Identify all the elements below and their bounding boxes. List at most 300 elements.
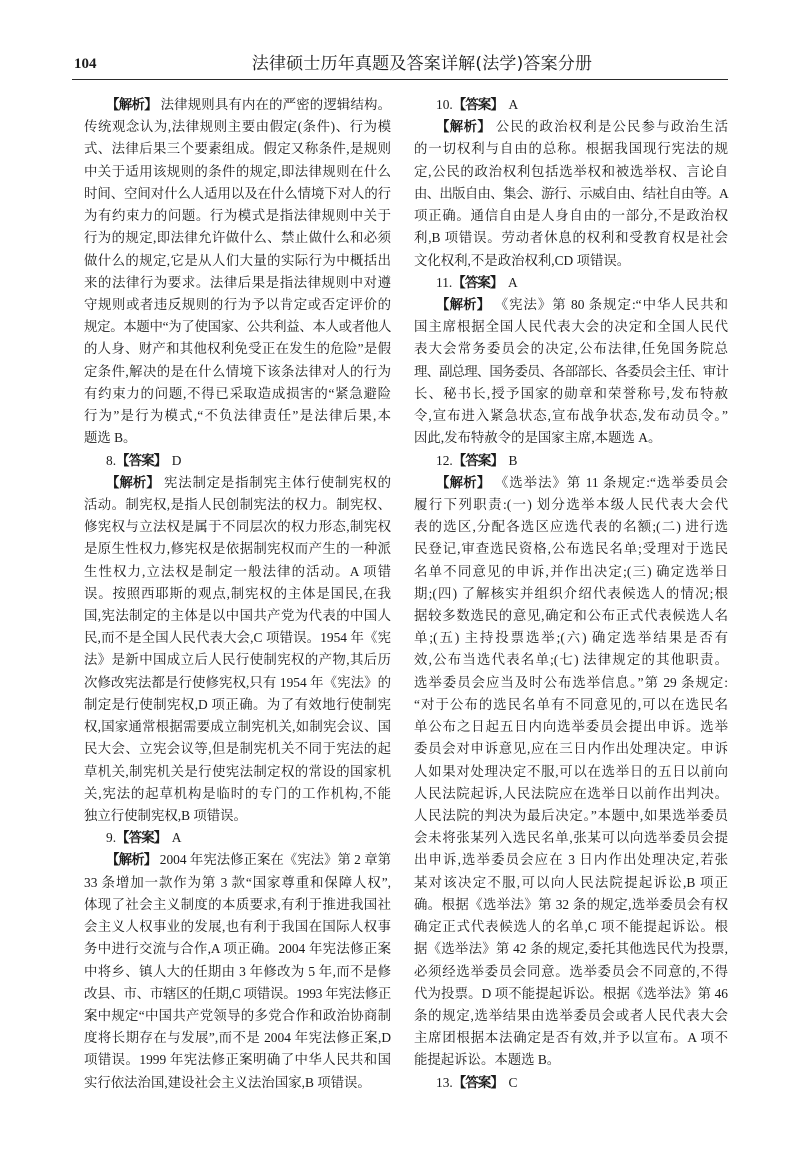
line-content — [414, 364, 728, 379]
line-text: 为有约束力的问题。行为模式是指法律规则中关于 — [84, 208, 391, 224]
text-line — [414, 783, 728, 805]
line-text: 宪法制定是指制宪主体行使制宪权的 — [163, 474, 391, 490]
line-text: 做什么的规定,它是从人们大量的实际行为中概括出 — [84, 252, 391, 268]
line-text: 据较多数选民的意见,确定和公布正式代表候选人名 — [414, 608, 728, 624]
text-line — [414, 183, 728, 205]
line-text: 单公布之日起五日内向选举委员会提出申诉。选举 — [414, 719, 728, 735]
analysis-paragraph — [84, 472, 391, 828]
text-line — [84, 894, 391, 916]
line-text: 据《选举法》第 42 条的规定,委托其他选民代为投票, — [414, 941, 728, 957]
line-text: 独立行使制宪权,B 项错误。 — [84, 808, 247, 823]
line-text: 效,公布当选代表名单;(七) 法律规定的其他职责。 — [414, 652, 728, 668]
text-line — [84, 516, 391, 538]
line-text: 国主席根据全国人民代表大会的决定和全国人民代 — [414, 319, 728, 335]
line-content — [84, 497, 391, 512]
line-content — [84, 786, 391, 801]
line-text: 民,而不是全国人民代表大会,C 项错误。1954 年《宪 — [84, 630, 391, 646]
line-content — [84, 675, 391, 690]
text-line — [106, 94, 391, 116]
line-content — [106, 97, 391, 112]
text-line — [414, 805, 728, 827]
question-number: 10. — [436, 97, 453, 112]
line-text: 定,公民的政治权利包括选举权和被选举权、言论自 — [414, 163, 728, 179]
line-content — [414, 608, 728, 623]
line-text: 来的法律行为要求。法律后果是指法律规则中对遵 — [84, 274, 391, 290]
text-line — [84, 938, 391, 960]
text-line — [414, 738, 728, 760]
line-text: 出申诉,选举委员会应在 3 日内作出处理决定,若张 — [414, 852, 728, 868]
answer-heading — [414, 450, 728, 472]
line-text: 33 条增加一款作为第 3 款“国家尊重和保障人权”, — [84, 874, 391, 890]
answer-label: 【答案】 — [452, 98, 504, 113]
text-line — [414, 694, 728, 716]
text-line — [414, 894, 728, 916]
line-text: 项正确。通信自由是人身自由的一部分,不是政治权 — [414, 208, 728, 224]
line-content — [414, 719, 728, 734]
text-line — [84, 427, 391, 449]
text-line — [414, 383, 728, 405]
line-text: 国,宪法制定的主体是以中国共产党为代表的中国人 — [84, 608, 391, 624]
text-line — [84, 272, 391, 294]
answer-value: A — [508, 97, 519, 112]
line-text: 单;(五) 主持投票选举;(六) 确定选举结果是否有 — [414, 630, 728, 646]
answer-label: 【答案】 — [452, 275, 503, 291]
line-text: 定条件,解决的是在什么情境下该条法律对人的行为 — [84, 363, 391, 379]
answer-label: 【答案】 — [452, 1075, 504, 1091]
line-content — [84, 297, 391, 312]
text-line — [84, 1049, 391, 1071]
text-line — [84, 227, 391, 249]
question-number: 12. — [436, 452, 453, 468]
line-content — [414, 230, 728, 245]
line-content — [84, 652, 391, 667]
line-text: 行为的规定,即法律允许做什么、禁止做什么和必须 — [84, 230, 391, 246]
page-number: 104 — [74, 56, 97, 72]
line-content — [84, 541, 391, 556]
answer-line — [436, 94, 728, 116]
text-line — [84, 738, 391, 760]
answer-value: C — [508, 1074, 518, 1090]
text-line — [84, 694, 391, 716]
answer-label: 【答案】 — [452, 453, 504, 469]
text-line — [414, 605, 728, 627]
line-content — [84, 164, 391, 179]
line-content — [84, 1030, 391, 1045]
text-line — [414, 427, 728, 449]
line-text: 公民的政治权利是公民参与政治生活 — [495, 119, 728, 135]
line-content — [414, 586, 728, 601]
line-content — [84, 186, 391, 201]
line-content — [414, 652, 728, 667]
answer-line — [106, 450, 391, 472]
text-line — [414, 583, 728, 605]
line-text: 代为投票。D 项不能提起诉讼。根据《选举法》第 46 — [414, 985, 728, 1001]
text-line — [84, 205, 391, 227]
line-text: 条的规定,选举结果由选举委员会或者人民代表大会 — [414, 1007, 728, 1023]
text-line — [84, 1005, 391, 1027]
line-content — [414, 341, 728, 356]
line-text: 2004 年宪法修正案在《宪法》第 2 章第 — [159, 852, 391, 868]
answer-heading — [414, 272, 728, 294]
text-line — [84, 916, 391, 938]
line-content — [414, 875, 728, 890]
line-content — [414, 675, 728, 690]
line-content — [414, 741, 728, 756]
line-content — [84, 1052, 391, 1067]
answer-line — [106, 827, 391, 849]
line-content — [84, 741, 391, 756]
line-content — [414, 697, 728, 712]
line-content — [414, 519, 728, 534]
line-text: 主席团根据本法确定是否有效,并予以宣布。A 项不 — [414, 1030, 728, 1046]
line-content — [84, 319, 391, 334]
line-text: 法律规则具有内在的严密的逻辑结构。 — [160, 97, 391, 112]
line-content — [414, 164, 728, 179]
line-content — [84, 586, 391, 601]
line-text: 《宪法》第 80 条规定:“中华人民共和 — [494, 296, 728, 312]
text-line — [414, 872, 728, 894]
line-text: 规定。本题中“为了使国家、公共利益、本人或者他人 — [84, 319, 391, 335]
line-text: 履行下列职责:(一) 划分选举本级人民代表大会代 — [414, 496, 728, 512]
line-text: 务中进行交流与合作,A 项正确。2004 年宪法修正案 — [84, 941, 391, 957]
text-line — [414, 205, 728, 227]
analysis-label: 【解析】 — [436, 120, 492, 136]
line-content — [436, 275, 518, 290]
text-line — [414, 338, 728, 360]
line-text: 权,国家通常根据需要成立制宪机关,如制宪会议、国 — [84, 719, 391, 735]
line-text: 守规则或者违反规则的行为予以肯定或否定评价的 — [84, 296, 391, 312]
line-content — [414, 319, 728, 334]
line-text: 的一切权利与自由的总称。根据我国现行宪法的规 — [414, 141, 728, 157]
line-text: 中关于适用该规则的条件的规定,即法律规则在什么 — [84, 163, 391, 179]
line-text: 是原生性权力,修宪权是依据制宪权而产生的一种派 — [84, 541, 391, 557]
line-content — [414, 986, 728, 1001]
line-content — [106, 830, 181, 845]
line-text: 期;(四) 了解核实并组织介绍代表候选人的情况;根 — [414, 585, 728, 601]
text-line — [106, 472, 391, 494]
line-content — [84, 719, 391, 734]
line-content — [106, 453, 181, 468]
line-content — [84, 630, 391, 645]
text-line — [414, 316, 728, 338]
line-text: 式、法律后果三个要素组成。假定又称条件,是规则 — [84, 141, 391, 157]
line-content — [84, 919, 391, 934]
line-content — [414, 964, 728, 979]
line-content — [106, 475, 391, 490]
text-line — [414, 716, 728, 738]
line-text: 民大会、立宪会议等,但是制宪机关不同于宪法的起 — [84, 741, 391, 757]
text-line — [84, 1072, 391, 1094]
text-line — [414, 827, 728, 849]
line-text: 次修改宪法都是行使修宪权,只有 1954 年《宪法》的 — [84, 674, 391, 690]
analysis-paragraph — [414, 116, 728, 272]
question-number: 9. — [106, 830, 117, 846]
text-line — [414, 361, 728, 383]
answer-value: D — [171, 452, 182, 468]
text-line — [84, 361, 391, 383]
line-text: 修宪权与立法权是属于不同层次的权力形态,制宪权 — [84, 519, 391, 535]
text-line — [414, 916, 728, 938]
line-content — [84, 430, 136, 445]
line-content — [414, 430, 661, 445]
analysis-paragraph — [84, 849, 391, 1093]
line-text: 表的选区,分配各选区应选代表的名额;(二) 进行选 — [414, 519, 728, 535]
line-text: 关,宪法的起草机构是临时的专门的工作机构,不能 — [84, 785, 391, 801]
text-line — [84, 250, 391, 272]
line-text: 理、副总理、国务委员、各部部长、各委员会主任、审计 — [414, 363, 728, 379]
line-content — [84, 386, 391, 401]
line-content — [84, 275, 391, 290]
line-text: 生性权力,立法权是制定一般法律的活动。A 项错 — [84, 563, 391, 579]
text-line — [414, 672, 728, 694]
line-content — [414, 253, 630, 268]
line-text: 利,B 项错误。劳动者休息的权利和受教育权是社会 — [414, 230, 728, 246]
analysis-label: 【解析】 — [106, 98, 158, 113]
line-text: 活动。制宪权,是指人民创制宪法的权力。制宪权、 — [84, 496, 391, 512]
answer-label: 【答案】 — [116, 453, 167, 469]
left-column — [84, 94, 391, 1094]
line-text: 体现了社会主义制度的本质要求,有利于推进我国社 — [84, 896, 391, 912]
line-content — [414, 897, 728, 912]
line-content — [84, 253, 391, 268]
line-content — [414, 764, 728, 779]
text-line — [414, 1005, 728, 1027]
line-content — [414, 497, 728, 512]
line-content — [84, 341, 391, 356]
text-line — [84, 316, 391, 338]
line-text: 人民法院的判决为最后决定。”本题中,如果选举委员 — [414, 808, 728, 823]
text-line — [414, 227, 728, 249]
line-content — [106, 852, 391, 867]
text-line — [414, 983, 728, 1005]
right-column — [414, 94, 728, 1094]
text-line — [414, 138, 728, 160]
line-text: 因此,发布特赦令的是国家主席,本题选 A。 — [414, 430, 662, 446]
text-line — [84, 338, 391, 360]
line-content — [414, 852, 728, 867]
line-content — [84, 764, 391, 779]
text-line — [414, 649, 728, 671]
line-text: 题选 B。 — [84, 430, 137, 446]
line-content — [84, 364, 391, 379]
line-text: 度将长期存在与发展”,而不是 2004 年宪法修正案,D — [84, 1030, 391, 1046]
line-content — [414, 1030, 728, 1045]
answer-line — [436, 272, 728, 294]
text-line — [84, 716, 391, 738]
text-line — [414, 961, 728, 983]
text-line — [436, 116, 728, 138]
text-line — [106, 849, 391, 871]
line-content — [414, 830, 728, 845]
line-text: 传统观念认为,法律规则主要由假定(条件)、行为模 — [84, 119, 391, 135]
text-line — [84, 1027, 391, 1049]
answer-heading — [84, 827, 391, 849]
line-content — [436, 1075, 517, 1090]
line-content — [414, 141, 728, 156]
analysis-paragraph — [414, 472, 728, 1072]
text-line — [84, 494, 391, 516]
answer-line — [436, 450, 728, 472]
line-text: 人民法院起诉,人民法院应在选举日以前作出判决。 — [414, 785, 728, 801]
line-text: 确定正式代表候选人的名单,C 项不能提起诉讼。根 — [414, 919, 728, 935]
question-number: 8. — [106, 452, 117, 468]
line-text: 文化权利,不是政治权利,CD 项错误。 — [414, 252, 631, 268]
text-line — [84, 561, 391, 583]
line-text: 案中规定“中国共产党领导的多党合作和政治协商制 — [84, 1007, 391, 1023]
analysis-label: 【解析】 — [106, 475, 160, 491]
line-content — [414, 941, 728, 956]
text-line — [84, 183, 391, 205]
answer-heading — [84, 450, 391, 472]
text-line — [414, 1027, 728, 1049]
line-text: 确。根据《选举法》第 32 条的规定,选举委员会有权 — [414, 896, 728, 912]
line-content — [84, 608, 391, 623]
line-text: 表大会常务委员会的决定,公布法律,任免国务院总 — [414, 341, 728, 357]
line-text: 某对该决定不服,可以向人民法院提起诉讼,B 项正 — [414, 874, 728, 890]
analysis-paragraph — [84, 94, 391, 450]
line-text: 会主义人权事业的发展,也有利于我国在国际人权事 — [84, 919, 391, 935]
line-content — [84, 1075, 371, 1090]
text-line — [436, 294, 728, 316]
text-line — [84, 805, 391, 827]
analysis-label: 【解析】 — [106, 853, 157, 869]
line-content — [84, 519, 391, 534]
line-text: “对于公布的选民名单有不同意见的,可以在选民名 — [414, 696, 728, 712]
text-line — [84, 161, 391, 183]
text-line — [414, 627, 728, 649]
line-content — [84, 408, 391, 423]
analysis-label: 【解析】 — [436, 475, 491, 491]
line-content — [84, 208, 391, 223]
line-content — [84, 1008, 391, 1023]
line-content — [84, 119, 391, 134]
text-line — [414, 561, 728, 583]
line-text: 改县、市、市辖区的任期,C 项错误。1993 年宪法修正 — [84, 985, 391, 1001]
text-line — [84, 116, 391, 138]
text-line — [84, 294, 391, 316]
line-content — [414, 1052, 560, 1067]
line-text: 会未将张某列入选民名单,张某可以向选举委员会提 — [414, 830, 728, 846]
line-text: 制定是行使制宪权,D 项正确。为了有效地行使制宪 — [84, 696, 391, 712]
line-text: 中将乡、镇人大的任期由 3 年修改为 5 年,而不是修 — [84, 963, 391, 979]
line-text: 必须经选举委员会同意。选举委员会不同意的,不得 — [414, 963, 728, 979]
line-text: 由、出版自由、集会、游行、示威自由、结社自由等。A — [414, 185, 728, 201]
text-line — [414, 516, 728, 538]
line-content — [436, 475, 728, 490]
line-text: 有约束力的问题,不得已采取造成损害的“紧急避险 — [84, 385, 391, 401]
text-line — [414, 250, 728, 272]
line-content — [414, 564, 728, 579]
line-text: 行为”是行为模式,“不负法律责任”是法律后果,本 — [84, 408, 391, 424]
line-content — [436, 119, 728, 134]
line-text: 委员会对申诉意见,应在三日内作出处理决定。申诉 — [414, 741, 728, 757]
answer-value: A — [171, 830, 182, 846]
line-content — [436, 297, 728, 312]
line-content — [84, 141, 391, 156]
line-content — [84, 897, 391, 912]
text-line — [84, 583, 391, 605]
line-text: 实行依法治国,建设社会主义法治国家,B 项错误。 — [84, 1074, 371, 1090]
line-content — [414, 541, 728, 556]
line-content — [436, 453, 517, 468]
text-line — [414, 161, 728, 183]
line-content — [414, 630, 728, 645]
text-line — [84, 983, 391, 1005]
line-content — [414, 208, 728, 223]
text-line — [84, 138, 391, 160]
line-content — [414, 386, 728, 401]
text-line — [84, 538, 391, 560]
line-text: 项错误。1999 年宪法修正案明确了中华人民共和国 — [84, 1052, 391, 1068]
line-content — [414, 808, 728, 823]
line-content — [414, 1008, 728, 1023]
analysis-label: 【解析】 — [436, 297, 491, 313]
line-content — [84, 230, 391, 245]
text-line — [414, 405, 728, 427]
answer-value: B — [508, 452, 518, 468]
text-line — [414, 938, 728, 960]
text-line — [84, 672, 391, 694]
line-content — [436, 97, 518, 112]
answer-value: A — [507, 274, 518, 290]
text-line — [84, 649, 391, 671]
analysis-paragraph — [414, 294, 728, 450]
line-text: 误。按照西耶斯的观点,制宪权的主体是国民,在我 — [84, 585, 391, 601]
line-text: 的人身、财产和其他权利免受正在发生的危险”是假 — [84, 341, 391, 357]
line-text: 人如果对处理决定不服,可以在选举日的五日以前向 — [414, 763, 728, 779]
line-text: 草机关,制宪机关是行使宪法制定权的常设的国家机 — [84, 763, 391, 779]
line-content — [84, 808, 247, 823]
question-number: 13. — [436, 1074, 453, 1090]
line-text: 选举委员会应当及时公布选举信息。”第 29 条规定: — [414, 674, 728, 690]
text-line — [84, 605, 391, 627]
line-content — [84, 986, 391, 1001]
text-line — [414, 538, 728, 560]
text-line — [436, 472, 728, 494]
text-line — [84, 405, 391, 427]
answer-heading — [414, 1072, 728, 1094]
answer-heading — [414, 94, 728, 116]
header-rule — [72, 79, 728, 80]
line-text: 令,宣布进入紧急状态,宣布战争状态,发布动员令。” — [414, 408, 728, 424]
line-text: 能提起诉讼。本题选 B。 — [414, 1052, 561, 1068]
line-content — [84, 697, 391, 712]
text-line — [84, 761, 391, 783]
answer-line — [436, 1072, 728, 1094]
text-line — [84, 383, 391, 405]
text-line — [414, 761, 728, 783]
line-text: 时间、空间对什么人适用以及在什么情境下对人的行 — [84, 185, 391, 201]
line-content — [414, 919, 728, 934]
line-text: 名单不同意见的申诉,并作出决定;(三) 确定选举日 — [414, 563, 728, 579]
line-content — [414, 786, 728, 801]
line-text: 《选举法》第 11 条规定:“选举委员会 — [494, 474, 728, 490]
line-content — [414, 408, 728, 423]
text-line — [84, 627, 391, 649]
text-line — [414, 494, 728, 516]
text-line — [84, 783, 391, 805]
text-line — [84, 961, 391, 983]
line-content — [84, 564, 391, 579]
line-content — [84, 875, 391, 890]
line-text: 民登记,审查选民资格,公布选民名单;受理对于选民 — [414, 541, 728, 557]
line-content — [84, 964, 391, 979]
text-line — [414, 849, 728, 871]
line-content — [414, 186, 728, 201]
text-line — [84, 872, 391, 894]
line-text: 长、秘书长,授予国家的勋章和荣誉称号,发布特赦 — [414, 385, 728, 401]
answer-label: 【答案】 — [116, 831, 167, 847]
